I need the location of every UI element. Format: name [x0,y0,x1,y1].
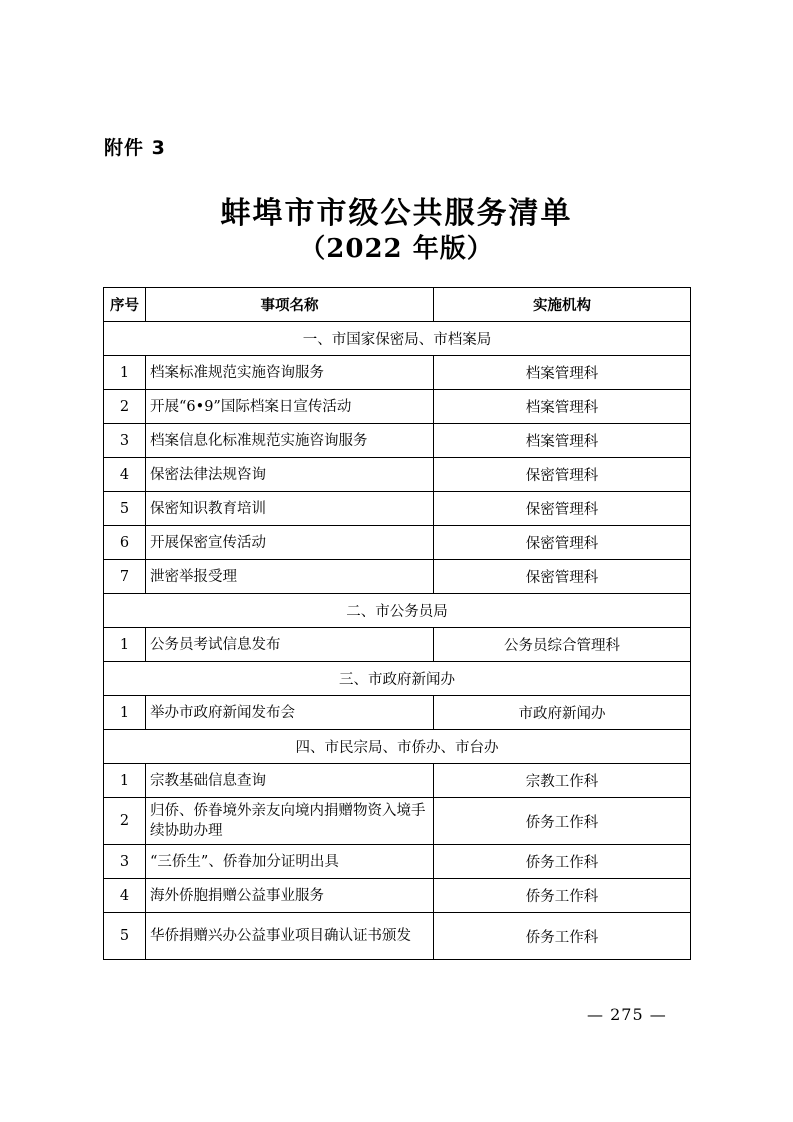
table-row [104,764,691,798]
attachment-label: 附件 3 [104,137,166,159]
row-org: 公务员综合管理科 [434,628,691,662]
row-org: 宗教工作科 [434,764,691,798]
table-row [104,628,691,662]
row-no: 4 [104,879,146,913]
row-org: 保密管理科 [434,560,691,594]
row-item: 举办市政府新闻发布会 [146,696,434,730]
row-no: 1 [104,628,146,662]
section-row [104,662,691,696]
row-no: 4 [104,458,146,492]
row-no: 1 [104,764,146,798]
row-item: 档案标准规范实施咨询服务 [146,356,434,390]
row-org: 档案管理科 [434,390,691,424]
row-no: 5 [104,913,146,960]
row-no: 3 [104,424,146,458]
header-org: 实施机构 [434,288,691,322]
row-item: 档案信息化标准规范实施咨询服务 [146,424,434,458]
row-no: 1 [104,696,146,730]
table-header-row [104,288,691,322]
section-heading: 四、市民宗局、市侨办、市台办 [104,730,691,764]
page-number: — 275 — [587,1005,667,1024]
row-org: 保密管理科 [434,526,691,560]
row-no: 3 [104,845,146,879]
row-item: 保密法律法规咨询 [146,458,434,492]
table-row [104,492,691,526]
row-item: 归侨、侨眷境外亲友向境内捐赠物资入境手续协助办理 [146,798,434,845]
row-no: 6 [104,526,146,560]
table-row [104,458,691,492]
row-no: 2 [104,798,146,845]
row-org: 市政府新闻办 [434,696,691,730]
row-org: 档案管理科 [434,356,691,390]
row-item: 开展“6•9”国际档案日宣传活动 [146,390,434,424]
row-org: 侨务工作科 [434,798,691,845]
document-title: 蚌埠市市级公共服务清单 [220,196,573,231]
row-item: 公务员考试信息发布 [146,628,434,662]
row-item: 泄密举报受理 [146,560,434,594]
section-heading: 二、市公务员局 [104,594,691,628]
table-row [104,356,691,390]
row-item: “三侨生”、侨眷加分证明出具 [146,845,434,879]
row-item: 开展保密宣传活动 [146,526,434,560]
row-org: 保密管理科 [434,458,691,492]
table-row [104,696,691,730]
section-heading: 三、市政府新闻办 [104,662,691,696]
table-row [104,526,691,560]
row-item: 宗教基础信息查询 [146,764,434,798]
table-row [104,879,691,913]
row-item: 海外侨胞捐赠公益事业服务 [146,879,434,913]
section-row [104,594,691,628]
section-row [104,322,691,356]
row-org: 档案管理科 [434,424,691,458]
section-row [104,730,691,764]
document-subtitle: （2022 年版） [299,234,494,264]
header-no: 序号 [104,288,146,322]
row-org: 保密管理科 [434,492,691,526]
row-no: 5 [104,492,146,526]
row-no: 1 [104,356,146,390]
row-no: 7 [104,560,146,594]
row-item: 保密知识教育培训 [146,492,434,526]
table-row [104,560,691,594]
header-item: 事项名称 [146,288,434,322]
table-row [104,390,691,424]
row-org: 侨务工作科 [434,879,691,913]
row-no: 2 [104,390,146,424]
table-row [104,845,691,879]
table-row [104,424,691,458]
row-org: 侨务工作科 [434,845,691,879]
row-item: 华侨捐赠兴办公益事业项目确认证书颁发 [146,913,434,960]
section-heading: 一、市国家保密局、市档案局 [104,322,691,356]
table-row [104,798,691,845]
service-list-table [103,287,691,960]
row-org: 侨务工作科 [434,913,691,960]
table-row [104,913,691,960]
